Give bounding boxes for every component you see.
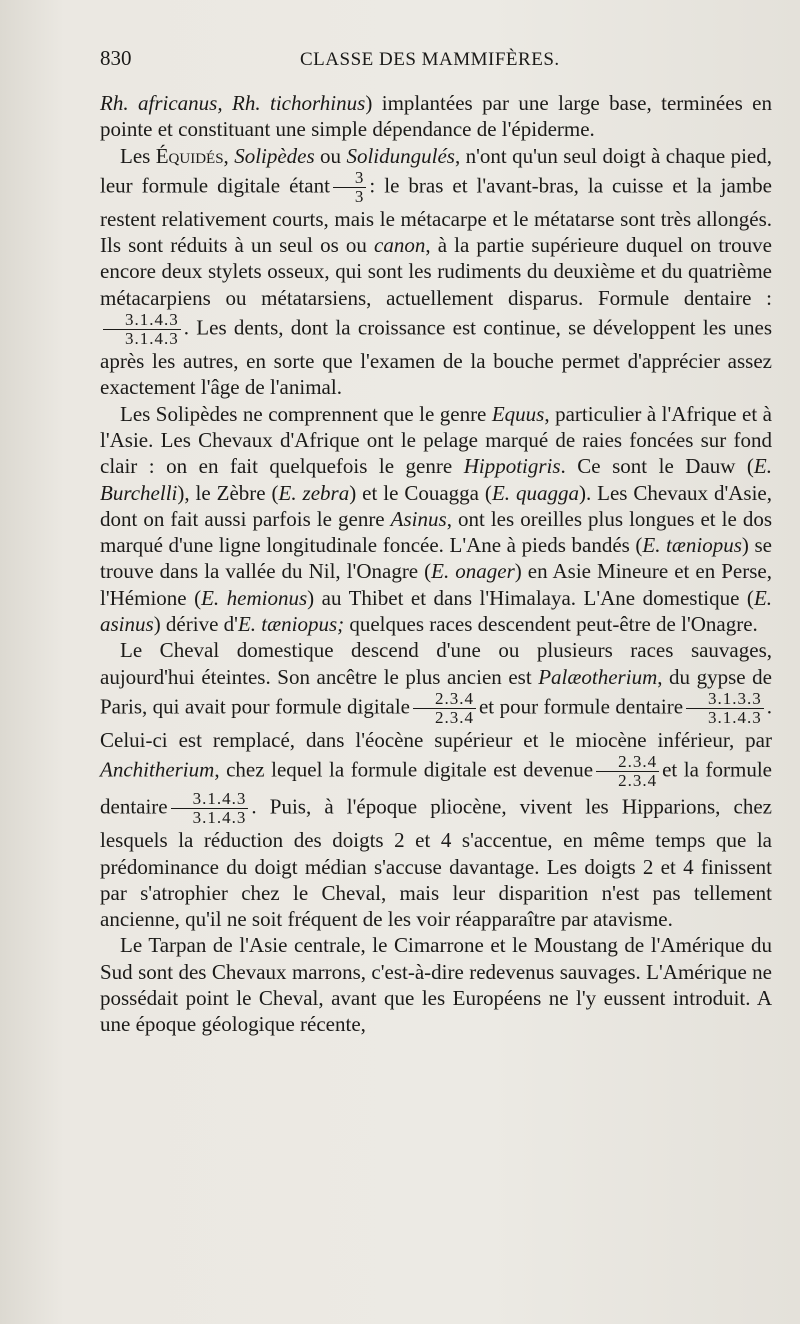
fraction-palaeotherium-digital [413,690,476,727]
text-run: ), le Zèbre ( [177,480,279,505]
text-run: , à la partie supérieure duquel on trouve encore deux stylets osseux, qui sont les rudiments du deuxième et du quatrième métacarpiens ou métatarsiens, actuellement disparus. Formule dentaire : [100,233,772,310]
fraction-dental-formula [103,311,181,348]
fraction-numerator: 3.1.4.3 [171,790,249,809]
text-run: ) implantées par une large base, terminées en pointe et constituant une simple dépendance de l'épiderme. [100,91,772,142]
fraction-numerator: 3.1.4.3 [103,311,181,330]
text-run: quelques races descendent peut-être de l'Onagre. [344,612,758,637]
text-run: et pour formule dentaire [478,694,684,719]
page-number: 830 [100,46,132,70]
fraction-anchitherium-digital [596,753,659,790]
italic-term: E. tæniopus; [237,612,345,637]
paragraph-4 [100,637,772,932]
italic-term: Anchitherium [100,757,215,782]
body-text [100,90,772,1038]
italic-term: E. zebra [278,480,350,505]
fraction-denominator: 3.1.4.3 [125,329,179,349]
page-header [100,46,772,86]
text-run: , du gypse de Paris, qui avait pour formule digitale [100,664,772,719]
fraction-denominator: 3.1.4.3 [708,707,762,727]
fraction-digital-formula [333,169,367,206]
paragraph-3 [100,401,772,638]
italic-term: Solidungulés [346,143,455,168]
paragraph-1 [100,90,772,143]
fraction-numerator: 3 [333,169,367,188]
fraction-denominator: 2.3.4 [618,771,658,791]
fraction-numerator: 3.1.3.3 [686,690,764,709]
italic-term: Palæotherium [538,664,658,689]
italic-term: E. quagga [491,480,579,505]
italic-term: E. Burchelli [100,454,772,505]
text-run: ) et le Couagga ( [349,480,492,505]
italic-term: Hippotigris [463,454,561,479]
italic-term: E. hemionus [201,585,308,610]
text-run: et la formule dentaire [100,757,772,819]
text-run: , particulier à l'Afrique et à l'Asie. Les Chevaux d'Afrique ont le pelage marqué de raies foncées sur fond clair : on en fait quelquefois le genre [100,401,772,479]
text-run: Le Cheval domestique descend d'une ou plusieurs races sauvages, aujourd'hui éteintes. Son ancêtre le plus ancien est [100,638,772,689]
fraction-palaeotherium-dental [686,690,764,727]
text-run: . Celui-ci est remplacé, dans l'éocène supérieur et le miocène inférieur, par [100,694,773,752]
text-run: , n'ont qu'un seul doigt à chaque pied, leur formule digitale étant [100,143,773,198]
text-run: . Les dents, dont la croissance est continue, se développent les unes après les autres, en sorte que l'examen de la bouche permet d'apprécier assez exactement l'âge de l'animal. [100,315,772,400]
italic-term: Solipèdes [234,143,315,168]
species-names: Rh. africanus, Rh. tichorhinus [100,91,366,115]
text-run: ou [314,143,347,168]
text-run: ) au Thibet et dans l'Himalaya. L'Ane domestique ( [307,585,754,610]
text-run: . Puis, à l'époque pliocène, vivent les Hipparions, chez lesquels la réduction des doigts 2 et 4 s'accentue, en même temps que la prédominance du doigt médian s'accuse davantage. Les doigts 2 et 4 finissent par s'atrophier chez le Cheval, mais leur disparition n'est pas tellement ancienne, qu'il ne soit fréquent de les voir réapparaître par atavisme. [100,794,772,932]
italic-term: E. asinus [100,585,773,637]
text-run: . Ce sont le Dauw ( [560,454,754,479]
text-run: ) en Asie Mineure et en Perse, l'Hémione ( [100,559,772,610]
fraction-denominator: 2.3.4 [434,707,474,727]
italic-term: E. tæniopus [642,533,742,558]
italic-term: canon [374,233,426,258]
fraction-denominator: 3 [354,186,365,206]
text-run: , chez lequel la formule digitale est devenue [214,757,594,782]
text-run: Les Solipèdes ne comprennent que le genre [120,401,492,426]
fraction-denominator: 3.1.4.3 [192,808,247,828]
fraction-numerator: 2.3.4 [596,753,659,772]
text-run: ). Les Chevaux d'Asie, dont on fait aussi parfois le genre [100,480,773,531]
paragraph-5: Le Tarpan de l'Asie centrale, le Cimarrone et le Moustang de l'Amérique du Sud sont des Chevaux marrons, c'est-à-dire redevenus sauvages. L'Amérique ne possédait point le Cheval, avant que les Européens ne l'y eussent introduit. A une époque géologique récente, [100,933,772,1037]
fraction-numerator: 2.3.4 [413,690,476,709]
italic-term: Asinus [390,506,447,531]
italic-term: E. onager [431,559,515,584]
small-caps-term: Équidés [155,143,224,168]
text-run: ) se trouve dans la vallée du Nil, l'Onagre ( [100,533,772,584]
italic-term: Equus [491,401,545,426]
text-run: ) dérive d' [153,612,238,637]
fraction-anchitherium-dental [171,790,249,827]
text-run: : le bras et l'avant-bras, la cuisse et la jambe restent relativement courts, mais le métacarpe et le métatarse sont très allongés. Ils sont réduits à un seul os ou [100,173,772,258]
text-run: Les [120,143,156,168]
text-run: , ont les oreilles plus longues et le dos marqué d'une ligne longitudinale foncée. L'Ane à pieds bandés ( [100,506,773,558]
paragraph-2 [100,143,772,401]
running-head: CLASSE DES MAMMIFÈRES. [300,49,560,70]
text-run: , [223,143,235,168]
